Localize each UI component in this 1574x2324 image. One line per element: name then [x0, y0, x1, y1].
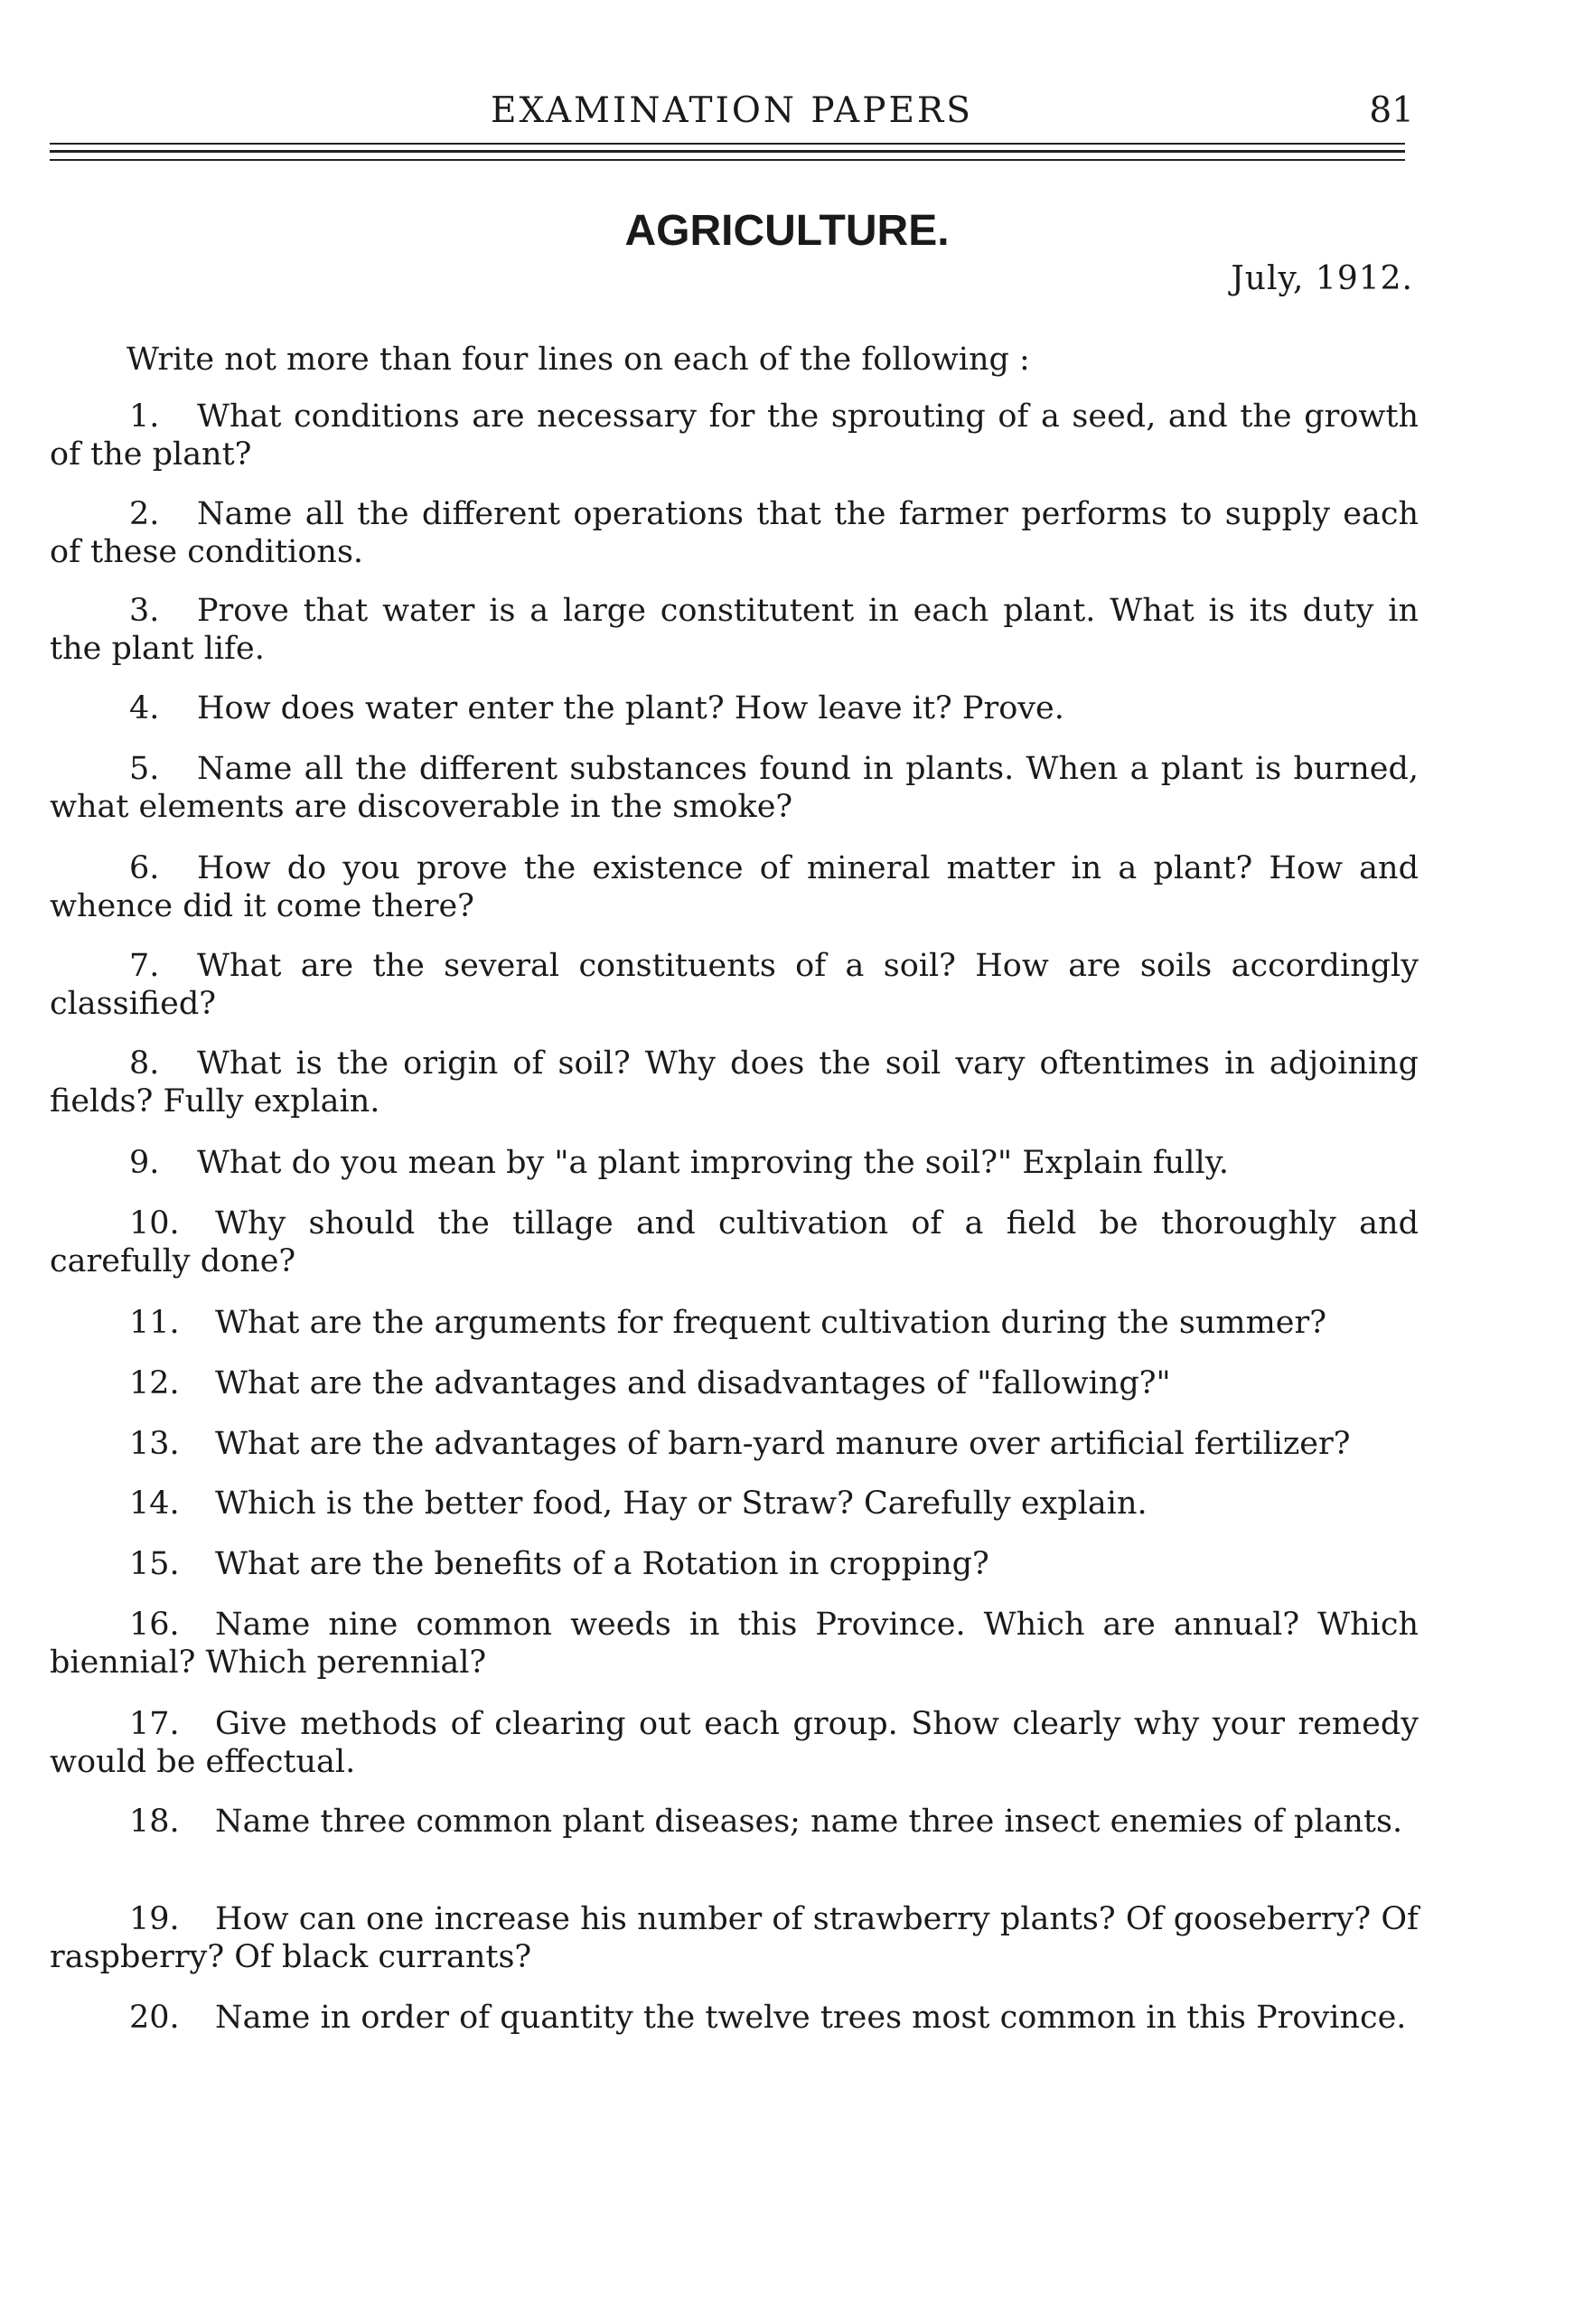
question-item: [50, 1364, 1419, 1402]
question-text: What conditions are necessary for the sprouting of a seed, and the growth of the plant?: [50, 398, 1419, 473]
header-rule: [50, 159, 1405, 161]
running-title: EXAMINATION PAPERS: [490, 90, 974, 131]
question-number: 4.: [129, 690, 160, 726]
question-item: [50, 1144, 1419, 1182]
question-text: Name all the different substances found in plants. When a plant is burned, what elements are discoverable in the smoke?: [50, 751, 1419, 825]
question-item: [50, 1425, 1419, 1463]
question-item: [50, 1803, 1419, 1841]
question-text: What are the arguments for frequent cultivation during the summer?: [215, 1305, 1326, 1341]
question-number: 8.: [129, 1045, 160, 1082]
question-text: What are the advantages of barn-yard manure over artificial fertilizer?: [215, 1426, 1351, 1462]
question-text: Prove that water is a large constitutent in each plant. What is its duty in the plant life.: [50, 593, 1419, 667]
question-item: [50, 398, 1419, 473]
header-rule: [50, 150, 1405, 153]
exam-instructions: Write not more than four lines on each of the following :: [126, 342, 1030, 378]
question-item: [50, 1045, 1419, 1120]
question-number: 6.: [129, 850, 160, 886]
question-item: [50, 947, 1419, 1023]
page-number: 81: [1369, 90, 1414, 131]
question-item: [50, 750, 1419, 826]
header-rule: [50, 143, 1405, 145]
question-item: [50, 1900, 1419, 1976]
question-item: [50, 1606, 1419, 1682]
question-text: Name three common plant diseases; name three insect enemies of plants.: [215, 1804, 1403, 1840]
exam-date: July, 1912.: [1231, 260, 1413, 297]
running-head: [50, 90, 1414, 136]
question-number: 1.: [129, 398, 160, 435]
question-text: Name in order of quantity the twelve trees most common in this Province.: [215, 2000, 1407, 2036]
question-number: 19.: [129, 1901, 180, 1937]
question-number: 7.: [129, 948, 160, 984]
question-text: What is the origin of soil? Why does the soil vary oftentimes in adjoining fields? Fully explain.: [50, 1045, 1419, 1120]
question-item: [50, 1204, 1419, 1280]
exam-subject-title: AGRICULTURE.: [624, 207, 950, 255]
question-item: [50, 1485, 1419, 1523]
question-text: How do you prove the existence of mineral matter in a plant? How and whence did it come there?: [50, 850, 1419, 924]
question-item: [50, 849, 1419, 925]
question-text: What are the benefits of a Rotation in cropping?: [215, 1546, 989, 1582]
question-number: 11.: [129, 1305, 180, 1341]
question-number: 3.: [129, 593, 160, 629]
question-text: What do you mean by "a plant improving the soil?" Explain fully.: [197, 1145, 1229, 1181]
question-number: 14.: [129, 1485, 180, 1522]
question-number: 16.: [129, 1607, 180, 1643]
question-number: 13.: [129, 1426, 180, 1462]
question-number: 15.: [129, 1546, 180, 1582]
question-number: 20.: [129, 2000, 180, 2036]
question-number: 5.: [129, 751, 160, 787]
question-item: [50, 1705, 1419, 1781]
question-number: 12.: [129, 1365, 180, 1401]
question-number: 18.: [129, 1804, 180, 1840]
question-text: What are the advantages and disadvantages of "fallowing?": [215, 1365, 1171, 1401]
question-item: [50, 1304, 1419, 1342]
question-text: Which is the better food, Hay or Straw? Carefully explain.: [215, 1485, 1148, 1522]
question-text: How does water enter the plant? How leave it? Prove.: [197, 690, 1064, 726]
question-number: 10.: [129, 1205, 180, 1242]
question-text: Name all the different operations that the farmer performs to supply each of these conditions.: [50, 496, 1419, 570]
question-text: Give methods of clearing out each group. Show clearly why your remedy would be effectual.: [50, 1706, 1419, 1780]
question-item: [50, 1545, 1419, 1583]
question-text: What are the several constituents of a soil? How are soils accordingly classified?: [50, 948, 1419, 1022]
question-number: 2.: [129, 496, 160, 532]
question-text: Why should the tillage and cultivation of a field be thoroughly and carefully done?: [50, 1205, 1419, 1279]
question-number: 9.: [129, 1145, 160, 1181]
question-item: [50, 1999, 1419, 2037]
question-item: [50, 689, 1419, 727]
question-number: 17.: [129, 1706, 180, 1742]
question-item: [50, 592, 1419, 668]
question-text: How can one increase his number of strawberry plants? Of gooseberry? Of raspberry? Of black currants?: [50, 1901, 1419, 1975]
question-text: Name nine common weeds in this Province. Which are annual? Which biennial? Which perennial?: [50, 1607, 1419, 1681]
question-item: [50, 495, 1419, 571]
